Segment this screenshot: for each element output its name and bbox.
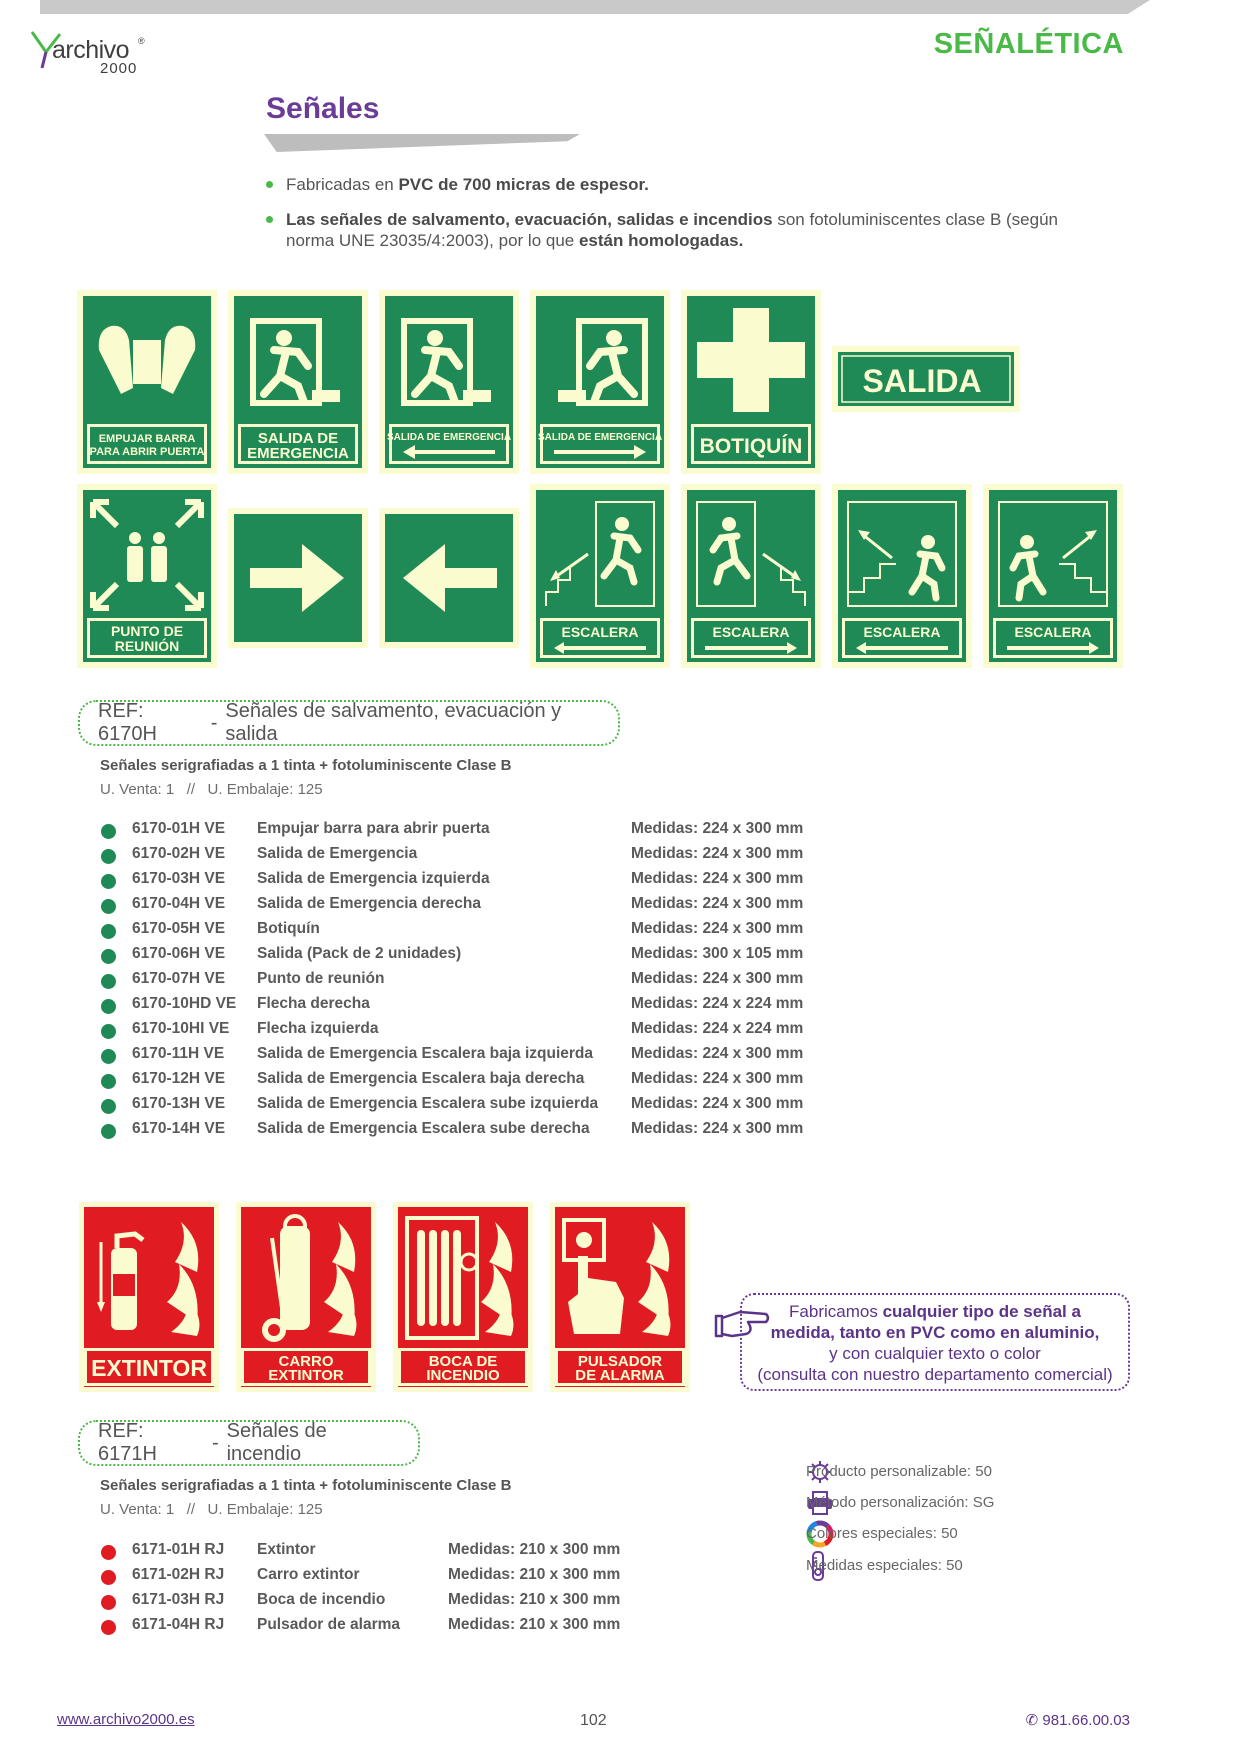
product-name: Extintor xyxy=(257,1541,316,1558)
sign-botiquin xyxy=(681,290,821,474)
sign-flecha-izquierda xyxy=(379,508,519,648)
sign-label: EMERGENCIA xyxy=(247,445,349,462)
feature-method: Método personalización: SG xyxy=(806,1494,995,1511)
ref-code: REF: 6171H xyxy=(98,1420,157,1465)
title-underline-bar xyxy=(264,134,580,152)
extinguisher-icon xyxy=(79,1202,219,1392)
ref1-print-note: Señales serigrafiadas a 1 tinta + fotoluminiscente Clase B xyxy=(100,757,512,774)
sign-pulsador-alarma xyxy=(550,1202,690,1392)
bullet-bold: Las señales de salvamento, evacuación, salidas e incendios xyxy=(286,210,773,229)
product-size: Medidas: 210 x 300 mm xyxy=(448,1591,621,1608)
sign-boca-incendio xyxy=(393,1202,533,1392)
product-size: Medidas: 224 x 300 mm xyxy=(631,1120,804,1137)
status-dot xyxy=(101,824,116,839)
callout-text: (consulta con nuestro departamento comercial) xyxy=(757,1365,1113,1384)
sign-empujar-barra xyxy=(77,290,217,474)
sign-label: DE ALARMA xyxy=(575,1367,665,1384)
product-row xyxy=(101,1541,821,1563)
status-dot xyxy=(101,1024,116,1039)
product-code: 6170-10HI VE xyxy=(132,1020,230,1037)
sign-label: EMPUJAR BARRA xyxy=(98,433,196,445)
product-code: 6170-06H VE xyxy=(132,945,226,962)
sign-label: CARRO xyxy=(278,1353,334,1370)
sign-label: BOCA DE xyxy=(428,1353,498,1370)
product-size: Medidas: 300 x 105 mm xyxy=(631,945,804,962)
sign-label: INCENDIO xyxy=(426,1367,500,1384)
sign-label: SALIDA DE EMERGENCIA xyxy=(386,432,512,443)
sign-salida-banner xyxy=(832,346,1020,412)
status-dot xyxy=(101,1049,116,1064)
product-name: Pulsador de alarma xyxy=(257,1616,401,1633)
phone-icon: ✆ xyxy=(1025,1712,1039,1729)
running-man-left-icon xyxy=(379,290,519,474)
product-size: Medidas: 210 x 300 mm xyxy=(448,1566,621,1583)
product-code: 6170-14H VE xyxy=(132,1120,226,1137)
product-row xyxy=(101,970,821,992)
product-name: Salida de Emergencia xyxy=(257,845,418,862)
sign-flecha-derecha xyxy=(228,508,368,648)
assembly-point-icon xyxy=(77,484,217,668)
product-code: 6171-02H RJ xyxy=(132,1566,225,1583)
sign-label: SALIDA DE EMERGENCIA xyxy=(537,432,663,443)
product-row xyxy=(101,1616,821,1638)
status-dot xyxy=(101,874,116,889)
product-name: Salida de Emergencia derecha xyxy=(257,895,481,912)
bullet-bold: están homologadas. xyxy=(578,231,744,250)
feature-bullets xyxy=(286,174,1076,265)
first-aid-cross-icon xyxy=(681,290,821,474)
product-row xyxy=(101,1070,821,1092)
salida-banner xyxy=(832,346,1020,412)
ref-6171h-box xyxy=(78,1420,420,1466)
status-dot xyxy=(101,949,116,964)
sign-label: ESCALERA xyxy=(561,624,639,640)
sign-label: ESCALERA xyxy=(712,624,790,640)
bullet-item xyxy=(286,174,1076,195)
product-row xyxy=(101,820,821,842)
sign-salida-emergencia xyxy=(228,290,368,474)
product-size: Medidas: 224 x 300 mm xyxy=(631,870,804,887)
logo-word: archivo xyxy=(52,36,130,64)
status-dot xyxy=(101,924,116,939)
ref2-units: U. Venta: 1 // U. Embalaje: 125 xyxy=(100,1501,323,1518)
sign-escalera-baja-derecha xyxy=(681,484,821,668)
product-code: 6170-13H VE xyxy=(132,1095,226,1112)
sign-extintor xyxy=(79,1202,219,1392)
callout-text: y con cualquier texto o color xyxy=(829,1344,1041,1363)
product-row xyxy=(101,895,821,917)
fire-hose-icon xyxy=(393,1202,533,1392)
logo-number: 2000 xyxy=(100,60,138,77)
product-row xyxy=(101,1045,821,1067)
product-code: 6170-10HD VE xyxy=(132,995,237,1012)
ref-separator: - xyxy=(211,1431,219,1454)
sign-escalera-baja-izquierda xyxy=(530,484,670,668)
stairs-down-right-icon xyxy=(681,484,821,668)
bullet-bold: PVC de 700 micras de espesor. xyxy=(398,175,649,194)
running-man-right-icon xyxy=(530,290,670,474)
callout-bold: cualquier tipo de señal a xyxy=(882,1302,1081,1321)
sign-label: EXTINTOR xyxy=(91,1355,207,1381)
running-man-exit-icon xyxy=(228,290,368,474)
product-code: 6170-01H VE xyxy=(132,820,226,837)
product-row xyxy=(101,1095,821,1117)
sign-carro-extintor xyxy=(236,1202,376,1392)
product-name: Salida de Emergencia Escalera sube izquierda xyxy=(257,1095,599,1112)
sign-label: SALIDA DE xyxy=(257,430,339,447)
product-row xyxy=(101,845,821,867)
ref-code: REF: 6170H xyxy=(98,700,157,745)
sign-label: EXTINTOR xyxy=(268,1367,344,1384)
sign-label: PULSADOR xyxy=(577,1353,663,1370)
hands-push-icon xyxy=(77,290,217,474)
bullet-item xyxy=(286,209,1076,251)
product-size: Medidas: 224 x 224 mm xyxy=(631,1020,804,1037)
sign-escalera-sube-izquierda xyxy=(832,484,972,668)
product-name: Salida de Emergencia Escalera sube derecha xyxy=(257,1120,590,1137)
feature-customizable: Producto personalizable: 50 xyxy=(806,1463,992,1480)
stairs-up-left-icon xyxy=(832,484,972,668)
product-row xyxy=(101,1120,821,1142)
ref2-print-note: Señales serigrafiadas a 1 tinta + fotoluminiscente Clase B xyxy=(100,1477,512,1494)
section-title: SEÑALÉTICA xyxy=(933,28,1124,60)
phone-text: 981.66.00.03 xyxy=(1042,1712,1130,1729)
ref-title: Señales de salvamento, evacuación y salida xyxy=(225,700,562,745)
sign-label: PARA ABRIR PUERTA xyxy=(89,446,205,458)
product-size: Medidas: 224 x 300 mm xyxy=(631,1070,804,1087)
top-decorative-bar xyxy=(40,0,1150,14)
archivo2000-logo xyxy=(30,30,180,82)
product-code: 6170-02H VE xyxy=(132,845,226,862)
product-size: Medidas: 224 x 300 mm xyxy=(631,1095,804,1112)
product-code: 6170-05H VE xyxy=(132,920,226,937)
status-dot xyxy=(101,1074,116,1089)
ref-title: Señales de incendio xyxy=(226,1420,327,1465)
ref-separator: - xyxy=(210,711,218,734)
bullet-text: Fabricadas en xyxy=(286,175,399,194)
sign-label: ESCALERA xyxy=(863,624,941,640)
sign-punto-reunion xyxy=(77,484,217,668)
status-dot xyxy=(101,1570,116,1585)
sign-label: BOTIQUÍN xyxy=(699,435,803,458)
product-code: 6170-04H VE xyxy=(132,895,226,912)
product-size: Medidas: 224 x 224 mm xyxy=(631,995,804,1012)
arrow-left-icon xyxy=(379,508,519,648)
extinguisher-cart-icon xyxy=(236,1202,376,1392)
status-dot xyxy=(101,1620,116,1635)
product-size: Medidas: 224 x 300 mm xyxy=(631,970,804,987)
custom-signs-callout xyxy=(740,1293,1130,1391)
product-row xyxy=(101,945,821,967)
sign-salida-derecha xyxy=(530,290,670,474)
product-size: Medidas: 224 x 300 mm xyxy=(631,920,804,937)
product-size: Medidas: 224 x 300 mm xyxy=(631,1045,804,1062)
website-link[interactable]: www.archivo2000.es xyxy=(57,1711,195,1728)
ref1-units: U. Venta: 1 // U. Embalaje: 125 xyxy=(100,781,323,798)
status-dot xyxy=(101,1595,116,1610)
logo-registered-mark: ® xyxy=(138,36,145,46)
product-row xyxy=(101,1020,821,1042)
status-dot xyxy=(101,1099,116,1114)
product-code: 6171-01H RJ xyxy=(132,1541,225,1558)
page-number: 102 xyxy=(580,1712,607,1729)
sign-salida-izquierda xyxy=(379,290,519,474)
stairs-up-right-icon xyxy=(983,484,1123,668)
product-row xyxy=(101,1591,821,1613)
sign-label: SALIDA xyxy=(862,363,982,399)
product-name: Salida de Emergencia Escalera baja izquierda xyxy=(257,1045,593,1062)
bullet-text: son fotoluminiscentes clase B (según norma UNE 23035/4:2003), por lo que xyxy=(286,210,1058,250)
product-code: 6170-11H VE xyxy=(132,1045,225,1062)
feature-colors: Colores especiales: 50 xyxy=(806,1525,958,1542)
callout-text: Fabricamos xyxy=(789,1302,883,1321)
product-size: Medidas: 224 x 300 mm xyxy=(631,845,804,862)
arrow-right-icon xyxy=(228,508,368,648)
product-name: Empujar barra para abrir puerta xyxy=(257,820,490,837)
product-row xyxy=(101,995,821,1017)
status-dot xyxy=(101,999,116,1014)
status-dot xyxy=(101,849,116,864)
alarm-button-icon xyxy=(550,1202,690,1392)
product-name: Salida de Emergencia izquierda xyxy=(257,870,490,887)
product-code: 6170-12H VE xyxy=(132,1070,226,1087)
product-name: Punto de reunión xyxy=(257,970,385,987)
product-name: Flecha izquierda xyxy=(257,1020,379,1037)
sign-label: REUNIÓN xyxy=(114,638,180,654)
phone-number xyxy=(1026,1711,1130,1729)
status-dot xyxy=(101,1545,116,1560)
sign-label: ESCALERA xyxy=(1014,624,1092,640)
sign-label: PUNTO DE xyxy=(110,623,184,639)
page-title: Señales xyxy=(266,92,380,125)
product-name: Carro extintor xyxy=(257,1566,360,1583)
status-dot xyxy=(101,974,116,989)
product-size: Medidas: 210 x 300 mm xyxy=(448,1541,621,1558)
product-name: Salida (Pack de 2 unidades) xyxy=(257,945,462,962)
product-code: 6170-03H VE xyxy=(132,870,226,887)
product-size: Medidas: 224 x 300 mm xyxy=(631,895,804,912)
product-size: Medidas: 210 x 300 mm xyxy=(448,1616,621,1633)
sign-escalera-sube-derecha xyxy=(983,484,1123,668)
feature-sizes: Medidas especiales: 50 xyxy=(806,1557,963,1574)
product-code: 6170-07H VE xyxy=(132,970,226,987)
product-row xyxy=(101,1566,821,1588)
product-row xyxy=(101,920,821,942)
stairs-down-left-icon xyxy=(530,484,670,668)
status-dot xyxy=(101,899,116,914)
product-code: 6171-04H RJ xyxy=(132,1616,225,1633)
ref-6170h-box xyxy=(78,700,620,746)
product-code: 6171-03H RJ xyxy=(132,1591,225,1608)
status-dot xyxy=(101,1124,116,1139)
callout-bold: medida, tanto en PVC como en aluminio, xyxy=(770,1323,1100,1342)
product-name: Botiquín xyxy=(257,920,320,937)
product-row xyxy=(101,870,821,892)
product-size: Medidas: 224 x 300 mm xyxy=(631,820,804,837)
product-name: Salida de Emergencia Escalera baja derecha xyxy=(257,1070,585,1087)
product-name: Flecha derecha xyxy=(257,995,370,1012)
product-name: Boca de incendio xyxy=(257,1591,386,1608)
